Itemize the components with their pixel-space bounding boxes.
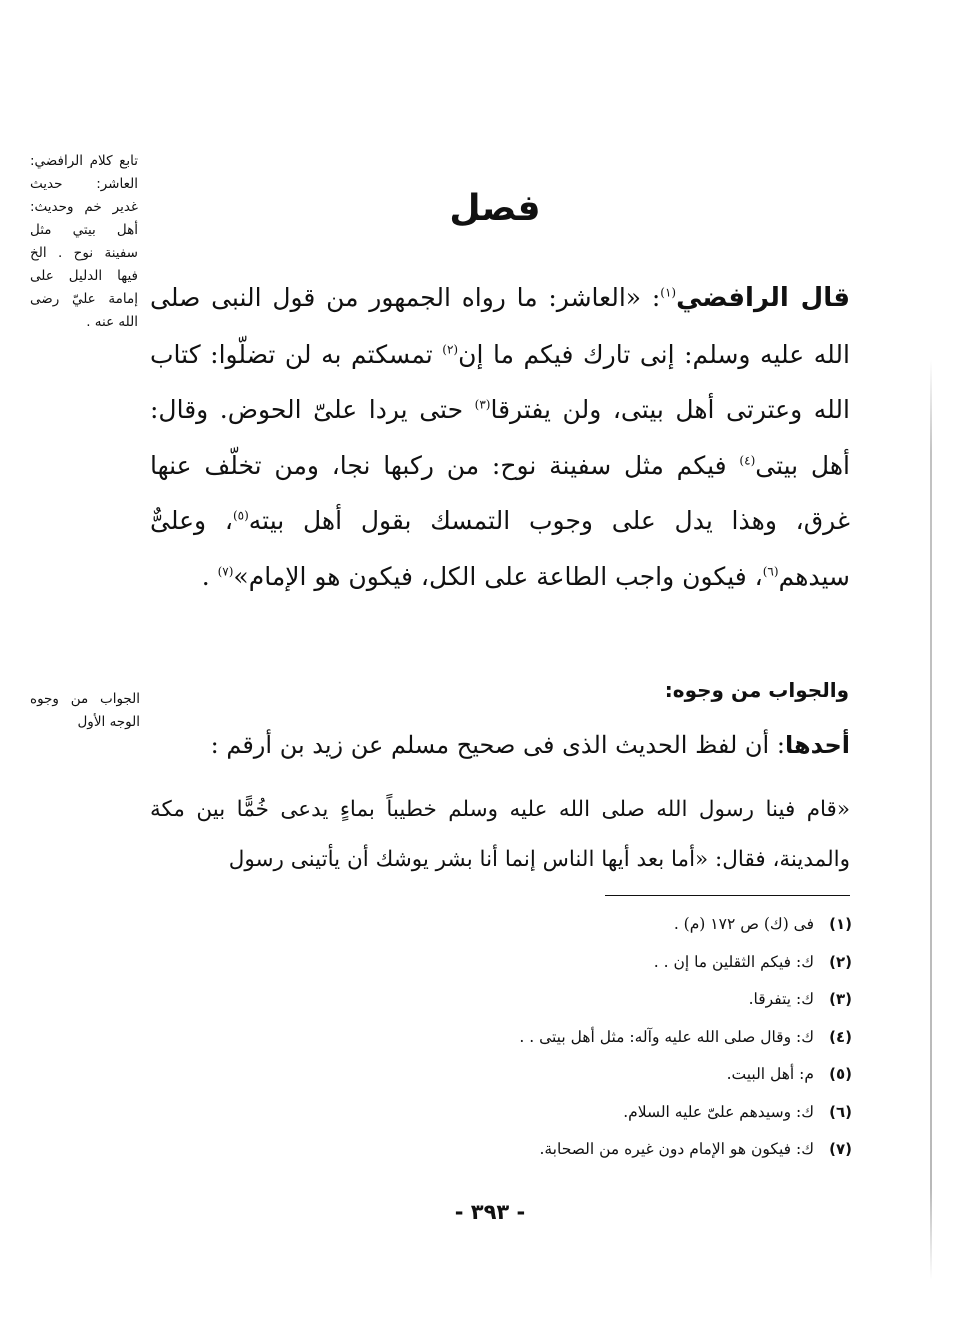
footnote-item: [400, 1131, 852, 1169]
footnote-separator: [605, 895, 850, 896]
footnote-number: (١): [829, 915, 852, 933]
footnote-ref-5[interactable]: (٥): [232, 508, 249, 523]
footnote-number: (٣): [829, 990, 852, 1008]
body-segment: .: [201, 561, 218, 591]
main-body-text: [150, 270, 850, 604]
margin-note-answer: الجواب من وجوه الوجه الأول: [30, 691, 140, 730]
page-number: - ٣٩٣ -: [454, 1200, 526, 1224]
footnote-text: م: أهل البيت.: [726, 1065, 814, 1083]
footnote-text: ك: وسيدهم علىّ عليه السلام.: [623, 1102, 814, 1121]
scan-edge-line: [930, 360, 932, 1280]
footnote-ref-3[interactable]: (٣): [474, 397, 491, 412]
footnote-item: [400, 906, 852, 944]
footnote-number: (٦): [829, 1102, 852, 1121]
first-point: [150, 720, 850, 770]
answer-heading: والجواب من وجوه:: [664, 678, 849, 702]
footnote-text: ك: وقال صلى الله عليه وآله: مثل أهل بيتى . .: [519, 1027, 814, 1046]
footnote-item: [400, 1094, 852, 1132]
margin-note-topic: تابع كلام الرافضي: العاشر: حديث غدير خم وحديث: أهل بيتي مثل سفينة نوح . الخ فيها الدليل على إمامة عليّ رضى الله عنه .: [30, 153, 138, 330]
footnote-text: ك: فيكم الثقلين ما إن . .: [653, 952, 814, 971]
body-segment: ، فيكون واجب الطاعة على الكل، فيكون هو الإمام»: [233, 561, 763, 591]
footnote-ref-4[interactable]: (٤): [739, 453, 756, 468]
footnote-ref-7[interactable]: (٧): [217, 564, 234, 579]
body-segment: حتى يردا علىّ الحوض. وقال: أهل بيتى: [150, 395, 850, 480]
footnotes: [400, 906, 852, 1169]
body-segment: ، وعلىٌّ سيدهم: [150, 506, 850, 591]
footnote-item: [400, 1056, 852, 1094]
body-segment: فيكم مثل سفينة نوح: من ركبها نجا، ومن تخلّف عنها غرق، وهذا يدل على وجوب التمسك بقول أهل بيته: [150, 450, 850, 535]
hadith-quote: «قام فينا رسول الله صلى الله عليه وسلم خطيباً بماءٍ يدعى خُمًّا بين مكة والمدينة، فقال: «أما بعد أيها الناس إنما أنا بشر يوشك أن يأتينى رسول: [150, 797, 850, 872]
body-paragraph: [150, 270, 850, 604]
footnote-ref-2[interactable]: (٢): [442, 342, 459, 357]
body-segment: : «العاشر: ما رواه الجمهور من قول النبى صلى الله عليه وسلم: إنى تارك فيكم ما إن: [150, 283, 850, 369]
body-segment: تمسكتم به لن تضلّوا: كتاب الله وعترتى أهل بيتى، ولن يفترقا: [150, 339, 850, 424]
footnote-ref-6[interactable]: (٦): [762, 564, 779, 579]
footnote-item: [400, 944, 852, 982]
footnote-number: (٧): [829, 1140, 852, 1158]
footnote-ref-1[interactable]: (١): [660, 285, 677, 300]
first-point-lead: أحدها: [784, 731, 850, 759]
footnote-number: (٢): [829, 952, 852, 971]
footnote-text: ك: يتفرقا.: [748, 990, 814, 1008]
footnote-number: (٥): [829, 1065, 852, 1083]
footnote-number: (٤): [829, 1027, 852, 1046]
footnote-text: فى (ك) ص ١٧٢ (م) .: [673, 915, 814, 933]
lead-phrase: قال الرافضي: [676, 283, 851, 313]
footnote-item: [400, 1019, 852, 1057]
footnote-item: [400, 981, 852, 1019]
footnote-text: ك: فيكون هو الإمام دون غيره من الصحابة.: [539, 1140, 814, 1158]
section-heading: فصل: [449, 188, 541, 229]
first-point-text: : أن لفظ الحديث الذى فى صحيح مسلم عن زيد بن أرقم :: [210, 731, 785, 759]
